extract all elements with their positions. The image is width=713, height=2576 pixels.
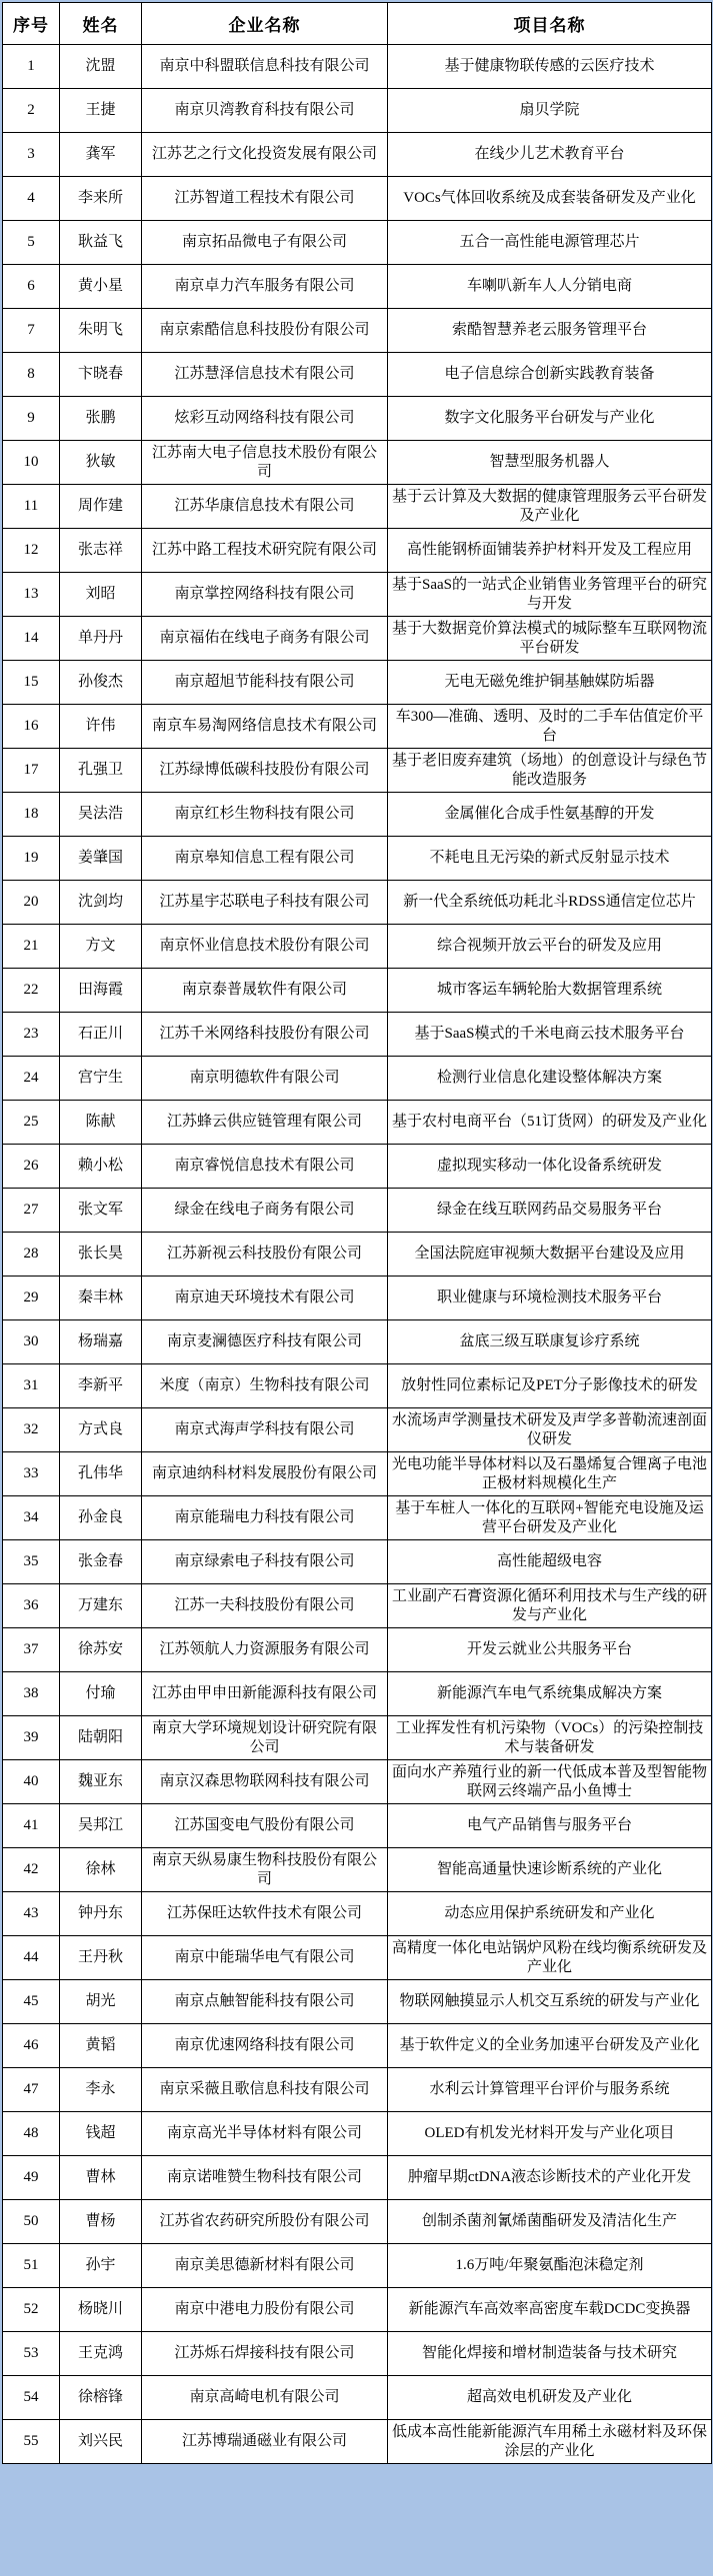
- cell-project-name: 基于SaaS模式的千米电商云技术服务平台: [388, 1013, 712, 1057]
- table-row: [3, 1892, 712, 1936]
- cell-company-name: 江苏博瑞通磁业有限公司: [142, 2420, 388, 2464]
- cell-company-name: 南京汉森思物联网科技有限公司: [142, 1760, 388, 1804]
- table-row: [3, 221, 712, 265]
- cell-person-name: 王克鸿: [60, 2332, 142, 2376]
- table-row: [3, 1189, 712, 1233]
- table-row: [3, 2244, 712, 2288]
- cell-project-name: 光电功能半导体材料以及石墨烯复合锂离子电池正极材料规模化生产: [388, 1452, 712, 1496]
- cell-serial-number: 9: [3, 397, 60, 441]
- cell-company-name: 南京优速网络科技有限公司: [142, 2024, 388, 2068]
- cell-person-name: 单丹丹: [60, 617, 142, 661]
- cell-project-name: 智能化焊接和增材制造装备与技术研究: [388, 2332, 712, 2376]
- cell-serial-number: 13: [3, 573, 60, 617]
- cell-project-name: 开发云就业公共服务平台: [388, 1628, 712, 1672]
- table-row: [3, 661, 712, 705]
- cell-company-name: 江苏领航人力资源服务有限公司: [142, 1628, 388, 1672]
- cell-serial-number: 14: [3, 617, 60, 661]
- cell-person-name: 张鹏: [60, 397, 142, 441]
- cell-project-name: 基于云计算及大数据的健康管理服务云平台研发及产业化: [388, 485, 712, 529]
- cell-company-name: 南京超旭节能科技有限公司: [142, 661, 388, 705]
- cell-project-name: 高精度一体化电站锅炉风粉在线均衡系统研发及产业化: [388, 1936, 712, 1980]
- table-row: [3, 177, 712, 221]
- table-row: [3, 1848, 712, 1892]
- cell-person-name: 杨瑞嘉: [60, 1320, 142, 1364]
- cell-company-name: 南京能瑞电力科技有限公司: [142, 1496, 388, 1540]
- cell-project-name: 水流场声学测量技术研发及声学多普勒流速剖面仪研发: [388, 1408, 712, 1452]
- cell-serial-number: 41: [3, 1804, 60, 1848]
- cell-person-name: 黄韬: [60, 2024, 142, 2068]
- cell-company-name: 南京采薇且歌信息科技有限公司: [142, 2068, 388, 2112]
- table-row: [3, 2156, 712, 2200]
- cell-project-name: 虚拟现实移动一体化设备系统研发: [388, 1145, 712, 1189]
- cell-project-name: 基于软件定义的全业务加速平台研发及产业化: [388, 2024, 712, 2068]
- cell-company-name: 江苏中路工程技术研究院有限公司: [142, 529, 388, 573]
- table-row: [3, 1760, 712, 1804]
- cell-person-name: 龚军: [60, 133, 142, 177]
- cell-company-name: 米度（南京）生物科技有限公司: [142, 1364, 388, 1408]
- cell-serial-number: 51: [3, 2244, 60, 2288]
- cell-project-name: 动态应用保护系统研发和产业化: [388, 1892, 712, 1936]
- table-row: [3, 2332, 712, 2376]
- table-row: [3, 1320, 712, 1364]
- cell-serial-number: 47: [3, 2068, 60, 2112]
- cell-serial-number: 17: [3, 749, 60, 793]
- cell-serial-number: 11: [3, 485, 60, 529]
- cell-company-name: 南京点触智能科技有限公司: [142, 1980, 388, 2024]
- cell-company-name: 南京迪天环境技术有限公司: [142, 1277, 388, 1320]
- cell-project-name: 1.6万吨/年聚氨酯泡沫稳定剂: [388, 2244, 712, 2288]
- cell-company-name: 江苏新视云科技股份有限公司: [142, 1233, 388, 1277]
- cell-person-name: 田海霞: [60, 969, 142, 1013]
- cell-serial-number: 19: [3, 837, 60, 881]
- cell-person-name: 曹杨: [60, 2200, 142, 2244]
- cell-project-name: 超高效电机研发及产业化: [388, 2376, 712, 2420]
- table-row: [3, 1364, 712, 1408]
- cell-company-name: 南京红杉生物科技有限公司: [142, 793, 388, 837]
- table-row: [3, 529, 712, 573]
- cell-project-name: 扇贝学院: [388, 89, 712, 133]
- table-row: [3, 441, 712, 485]
- cell-serial-number: 7: [3, 309, 60, 353]
- cell-project-name: 无电无磁免维护铜基触媒防垢器: [388, 661, 712, 705]
- table-row: [3, 705, 712, 749]
- cell-company-name: 南京中科盟联信息科技有限公司: [142, 45, 388, 89]
- cell-serial-number: 35: [3, 1540, 60, 1584]
- table-row: [3, 573, 712, 617]
- cell-serial-number: 29: [3, 1277, 60, 1320]
- table-row: [3, 397, 712, 441]
- cell-serial-number: 42: [3, 1848, 60, 1892]
- cell-project-name: 新能源汽车电气系统集成解决方案: [388, 1672, 712, 1716]
- cell-serial-number: 32: [3, 1408, 60, 1452]
- cell-project-name: VOCs气体回收系统及成套装备研发及产业化: [388, 177, 712, 221]
- table-row: [3, 793, 712, 837]
- cell-serial-number: 20: [3, 881, 60, 925]
- cell-project-name: 基于农村电商平台（51订货网）的研发及产业化: [388, 1101, 712, 1145]
- cell-person-name: 胡光: [60, 1980, 142, 2024]
- header-row: [3, 3, 712, 45]
- cell-person-name: 宫宁生: [60, 1057, 142, 1101]
- cell-person-name: 秦丰林: [60, 1277, 142, 1320]
- cell-project-name: 面向水产养殖行业的新一代低成本普及型智能物联网云终端产品小鱼博士: [388, 1760, 712, 1804]
- table-row: [3, 1057, 712, 1101]
- table-body: [3, 45, 712, 2464]
- cell-serial-number: 10: [3, 441, 60, 485]
- cell-serial-number: 55: [3, 2420, 60, 2464]
- cell-project-name: 放射性同位素标记及PET分子影像技术的研发: [388, 1364, 712, 1408]
- cell-project-name: 在线少儿艺术教育平台: [388, 133, 712, 177]
- cell-company-name: 江苏艺之行文化投资发展有限公司: [142, 133, 388, 177]
- cell-company-name: 南京车易淘网络信息技术有限公司: [142, 705, 388, 749]
- table-row: [3, 2068, 712, 2112]
- cell-serial-number: 45: [3, 1980, 60, 2024]
- cell-serial-number: 12: [3, 529, 60, 573]
- cell-project-name: 金属催化合成手性氨基醇的开发: [388, 793, 712, 837]
- cell-person-name: 徐林: [60, 1848, 142, 1892]
- cell-serial-number: 18: [3, 793, 60, 837]
- cell-project-name: 工业副产石膏资源化循环利用技术与生产线的研发与产业化: [388, 1584, 712, 1628]
- cell-person-name: 许伟: [60, 705, 142, 749]
- table-row: [3, 617, 712, 661]
- cell-person-name: 张文军: [60, 1189, 142, 1233]
- table-row: [3, 1101, 712, 1145]
- cell-company-name: 南京皋知信息工程有限公司: [142, 837, 388, 881]
- table-row: [3, 485, 712, 529]
- table-row: [3, 89, 712, 133]
- cell-person-name: 王丹秋: [60, 1936, 142, 1980]
- cell-project-name: 高性能超级电容: [388, 1540, 712, 1584]
- cell-project-name: 高性能钢桥面铺装养护材料开发及工程应用: [388, 529, 712, 573]
- cell-project-name: 智能高通量快速诊断系统的产业化: [388, 1848, 712, 1892]
- cell-company-name: 江苏南大电子信息技术股份有限公司: [142, 441, 388, 485]
- cell-company-name: 南京泰普晟软件有限公司: [142, 969, 388, 1013]
- cell-company-name: 江苏绿博低碳科技股份有限公司: [142, 749, 388, 793]
- cell-project-name: 城市客运车辆轮胎大数据管理系统: [388, 969, 712, 1013]
- cell-serial-number: 53: [3, 2332, 60, 2376]
- cell-person-name: 石正川: [60, 1013, 142, 1057]
- table-row: [3, 1980, 712, 2024]
- cell-person-name: 徐榕锋: [60, 2376, 142, 2420]
- cell-project-name: 电气产品销售与服务平台: [388, 1804, 712, 1848]
- cell-person-name: 孙金良: [60, 1496, 142, 1540]
- cell-company-name: 江苏省农药研究所股份有限公司: [142, 2200, 388, 2244]
- cell-person-name: 方式良: [60, 1408, 142, 1452]
- cell-company-name: 南京卓力汽车服务有限公司: [142, 265, 388, 309]
- cell-project-name: 水利云计算管理平台评价与服务系统: [388, 2068, 712, 2112]
- table-row: [3, 1496, 712, 1540]
- table-row: [3, 1540, 712, 1584]
- cell-person-name: 赖小松: [60, 1145, 142, 1189]
- cell-serial-number: 48: [3, 2112, 60, 2156]
- cell-serial-number: 15: [3, 661, 60, 705]
- cell-company-name: 南京诺唯赞生物科技有限公司: [142, 2156, 388, 2200]
- cell-company-name: 南京麦澜德医疗科技有限公司: [142, 1320, 388, 1364]
- cell-serial-number: 21: [3, 925, 60, 969]
- cell-person-name: 朱明飞: [60, 309, 142, 353]
- table-row: [3, 1804, 712, 1848]
- cell-company-name: 南京式海声学科技有限公司: [142, 1408, 388, 1452]
- cell-company-name: 江苏华康信息技术有限公司: [142, 485, 388, 529]
- cell-person-name: 刘昭: [60, 573, 142, 617]
- cell-company-name: 南京迪纳科材料发展股份有限公司: [142, 1452, 388, 1496]
- table-row: [3, 1013, 712, 1057]
- cell-person-name: 耿益飞: [60, 221, 142, 265]
- cell-company-name: 南京天纵易康生物科技股份有限公司: [142, 1848, 388, 1892]
- table-row: [3, 1277, 712, 1320]
- cell-company-name: 南京绿索电子科技有限公司: [142, 1540, 388, 1584]
- cell-project-name: 基于大数据竞价算法模式的城际整车互联网物流平台研发: [388, 617, 712, 661]
- table-row: [3, 2024, 712, 2068]
- cell-serial-number: 44: [3, 1936, 60, 1980]
- table-row: [3, 925, 712, 969]
- cell-company-name: 江苏星宇芯联电子科技有限公司: [142, 881, 388, 925]
- cell-person-name: 孙宇: [60, 2244, 142, 2288]
- cell-company-name: 南京拓品微电子有限公司: [142, 221, 388, 265]
- cell-company-name: 南京怀业信息技术股份有限公司: [142, 925, 388, 969]
- cell-serial-number: 26: [3, 1145, 60, 1189]
- cell-person-name: 杨晓川: [60, 2288, 142, 2332]
- cell-company-name: 江苏保旺达软件技术有限公司: [142, 1892, 388, 1936]
- table-row: [3, 2376, 712, 2420]
- cell-company-name: 江苏千米网络科技股份有限公司: [142, 1013, 388, 1057]
- cell-person-name: 张金春: [60, 1540, 142, 1584]
- cell-company-name: 南京美思德新材料有限公司: [142, 2244, 388, 2288]
- cell-company-name: 南京高光半导体材料有限公司: [142, 2112, 388, 2156]
- cell-project-name: 智慧型服务机器人: [388, 441, 712, 485]
- cell-serial-number: 5: [3, 221, 60, 265]
- cell-company-name: 绿金在线电子商务有限公司: [142, 1189, 388, 1233]
- cell-person-name: 姜肇国: [60, 837, 142, 881]
- cell-person-name: 沈剑均: [60, 881, 142, 925]
- table-row: [3, 2288, 712, 2332]
- cell-company-name: 南京掌控网络科技有限公司: [142, 573, 388, 617]
- cell-serial-number: 4: [3, 177, 60, 221]
- cell-serial-number: 46: [3, 2024, 60, 2068]
- cell-project-name: 不耗电且无污染的新式反射显示技术: [388, 837, 712, 881]
- cell-project-name: 车300—准确、透明、及时的二手车估值定价平台: [388, 705, 712, 749]
- cell-project-name: 新一代全系统低功耗北斗RDSS通信定位芯片: [388, 881, 712, 925]
- table-row: [3, 1233, 712, 1277]
- cell-serial-number: 2: [3, 89, 60, 133]
- cell-person-name: 周作建: [60, 485, 142, 529]
- cell-company-name: 南京大学环境规划设计研究院有限公司: [142, 1716, 388, 1760]
- column-header-project-name: 项目名称: [388, 3, 712, 45]
- cell-person-name: 张长昊: [60, 1233, 142, 1277]
- column-header-company-name: 企业名称: [142, 3, 388, 45]
- cell-serial-number: 40: [3, 1760, 60, 1804]
- cell-serial-number: 22: [3, 969, 60, 1013]
- cell-company-name: 江苏由甲申田新能源科技有限公司: [142, 1672, 388, 1716]
- cell-serial-number: 3: [3, 133, 60, 177]
- column-header-serial: 序号: [3, 3, 60, 45]
- cell-person-name: 吴邦江: [60, 1804, 142, 1848]
- cell-person-name: 王捷: [60, 89, 142, 133]
- cell-serial-number: 49: [3, 2156, 60, 2200]
- cell-company-name: 南京中能瑞华电气有限公司: [142, 1936, 388, 1980]
- cell-serial-number: 38: [3, 1672, 60, 1716]
- cell-serial-number: 31: [3, 1364, 60, 1408]
- cell-person-name: 狄敏: [60, 441, 142, 485]
- table-row: [3, 837, 712, 881]
- cell-person-name: 黄小星: [60, 265, 142, 309]
- cell-company-name: 南京睿悦信息技术有限公司: [142, 1145, 388, 1189]
- cell-serial-number: 34: [3, 1496, 60, 1540]
- cell-project-name: 车喇叭新车人人分销电商: [388, 265, 712, 309]
- table-row: [3, 2420, 712, 2464]
- cell-project-name: 数字文化服务平台研发与产业化: [388, 397, 712, 441]
- cell-serial-number: 50: [3, 2200, 60, 2244]
- cell-person-name: 孔伟华: [60, 1452, 142, 1496]
- cell-serial-number: 30: [3, 1320, 60, 1364]
- cell-company-name: 南京高崎电机有限公司: [142, 2376, 388, 2420]
- table-row: [3, 749, 712, 793]
- cell-person-name: 方文: [60, 925, 142, 969]
- cell-serial-number: 16: [3, 705, 60, 749]
- table-row: [3, 1145, 712, 1189]
- cell-person-name: 万建东: [60, 1584, 142, 1628]
- cell-project-name: 创制杀菌剂氰烯菌酯研发及清洁化生产: [388, 2200, 712, 2244]
- cell-project-name: 基于车桩人一体化的互联网+智能充电设施及运营平台研发及产业化: [388, 1496, 712, 1540]
- cell-company-name: 江苏慧泽信息技术有限公司: [142, 353, 388, 397]
- table-row: [3, 265, 712, 309]
- cell-project-name: 五合一高性能电源管理芯片: [388, 221, 712, 265]
- cell-person-name: 陆朝阳: [60, 1716, 142, 1760]
- cell-company-name: 南京贝湾教育科技有限公司: [142, 89, 388, 133]
- cell-company-name: 南京明德软件有限公司: [142, 1057, 388, 1101]
- cell-person-name: 钟丹东: [60, 1892, 142, 1936]
- cell-serial-number: 28: [3, 1233, 60, 1277]
- cell-person-name: 孙俊杰: [60, 661, 142, 705]
- table-row: [3, 353, 712, 397]
- cell-person-name: 陈献: [60, 1101, 142, 1145]
- cell-person-name: 魏亚东: [60, 1760, 142, 1804]
- cell-company-name: 南京中港电力股份有限公司: [142, 2288, 388, 2332]
- cell-company-name: 江苏智道工程技术有限公司: [142, 177, 388, 221]
- cell-project-name: 基于健康物联传感的云医疗技术: [388, 45, 712, 89]
- cell-serial-number: 24: [3, 1057, 60, 1101]
- cell-serial-number: 33: [3, 1452, 60, 1496]
- table-row: [3, 309, 712, 353]
- cell-person-name: 孔强卫: [60, 749, 142, 793]
- cell-person-name: 刘兴民: [60, 2420, 142, 2464]
- table-row: [3, 881, 712, 925]
- cell-person-name: 付瑜: [60, 1672, 142, 1716]
- table-row: [3, 1452, 712, 1496]
- cell-project-name: 肿瘤早期ctDNA液态诊断技术的产业化开发: [388, 2156, 712, 2200]
- table-row: [3, 1408, 712, 1452]
- cell-serial-number: 8: [3, 353, 60, 397]
- cell-person-name: 张志祥: [60, 529, 142, 573]
- cell-project-name: 盆底三级互联康复诊疗系统: [388, 1320, 712, 1364]
- cell-person-name: 李新平: [60, 1364, 142, 1408]
- table-row: [3, 1672, 712, 1716]
- table-row: [3, 969, 712, 1013]
- cell-person-name: 钱超: [60, 2112, 142, 2156]
- cell-project-name: 低成本高性能新能源汽车用稀土永磁材料及环保涂层的产业化: [388, 2420, 712, 2464]
- cell-person-name: 徐苏安: [60, 1628, 142, 1672]
- cell-person-name: 李永: [60, 2068, 142, 2112]
- cell-serial-number: 23: [3, 1013, 60, 1057]
- cell-project-name: 检测行业信息化建设整体解决方案: [388, 1057, 712, 1101]
- cell-serial-number: 54: [3, 2376, 60, 2420]
- cell-serial-number: 27: [3, 1189, 60, 1233]
- cell-person-name: 卞晓春: [60, 353, 142, 397]
- table-row: [3, 133, 712, 177]
- cell-company-name: 南京福佑在线电子商务有限公司: [142, 617, 388, 661]
- cell-serial-number: 39: [3, 1716, 60, 1760]
- column-header-person-name: 姓名: [60, 3, 142, 45]
- cell-project-name: 基于SaaS的一站式企业销售业务管理平台的研究与开发: [388, 573, 712, 617]
- cell-company-name: 炫彩互动网络科技有限公司: [142, 397, 388, 441]
- cell-serial-number: 36: [3, 1584, 60, 1628]
- cell-project-name: 新能源汽车高效率高密度车载DCDC变换器: [388, 2288, 712, 2332]
- table-row: [3, 45, 712, 89]
- table-row: [3, 2200, 712, 2244]
- cell-person-name: 李来所: [60, 177, 142, 221]
- cell-company-name: 江苏烁石焊接科技有限公司: [142, 2332, 388, 2376]
- cell-company-name: 江苏一夫科技股份有限公司: [142, 1584, 388, 1628]
- project-roster-table: [2, 2, 712, 2464]
- cell-company-name: 江苏国变电气股份有限公司: [142, 1804, 388, 1848]
- cell-project-name: 综合视频开放云平台的研发及应用: [388, 925, 712, 969]
- table-row: [3, 1936, 712, 1980]
- cell-project-name: 电子信息综合创新实践教育装备: [388, 353, 712, 397]
- cell-person-name: 曹林: [60, 2156, 142, 2200]
- cell-project-name: 职业健康与环境检测技术服务平台: [388, 1277, 712, 1320]
- cell-project-name: OLED有机发光材料开发与产业化项目: [388, 2112, 712, 2156]
- table-row: [3, 1628, 712, 1672]
- cell-serial-number: 6: [3, 265, 60, 309]
- cell-person-name: 吴法浩: [60, 793, 142, 837]
- cell-company-name: 江苏蜂云供应链管理有限公司: [142, 1101, 388, 1145]
- table-header: [3, 3, 712, 45]
- table-row: [3, 2112, 712, 2156]
- cell-project-name: 物联网触摸显示人机交互系统的研发与产业化: [388, 1980, 712, 2024]
- table-row: [3, 1584, 712, 1628]
- cell-serial-number: 25: [3, 1101, 60, 1145]
- cell-project-name: 索酷智慧养老云服务管理平台: [388, 309, 712, 353]
- cell-person-name: 沈盟: [60, 45, 142, 89]
- cell-project-name: 基于老旧废弃建筑（场地）的创意设计与绿色节能改造服务: [388, 749, 712, 793]
- cell-project-name: 工业挥发性有机污染物（VOCs）的污染控制技术与装备研发: [388, 1716, 712, 1760]
- cell-serial-number: 37: [3, 1628, 60, 1672]
- cell-serial-number: 43: [3, 1892, 60, 1936]
- cell-project-name: 全国法院庭审视频大数据平台建设及应用: [388, 1233, 712, 1277]
- cell-serial-number: 52: [3, 2288, 60, 2332]
- cell-serial-number: 1: [3, 45, 60, 89]
- table-row: [3, 1716, 712, 1760]
- cell-company-name: 南京索酷信息科技股份有限公司: [142, 309, 388, 353]
- cell-project-name: 绿金在线互联网药品交易服务平台: [388, 1189, 712, 1233]
